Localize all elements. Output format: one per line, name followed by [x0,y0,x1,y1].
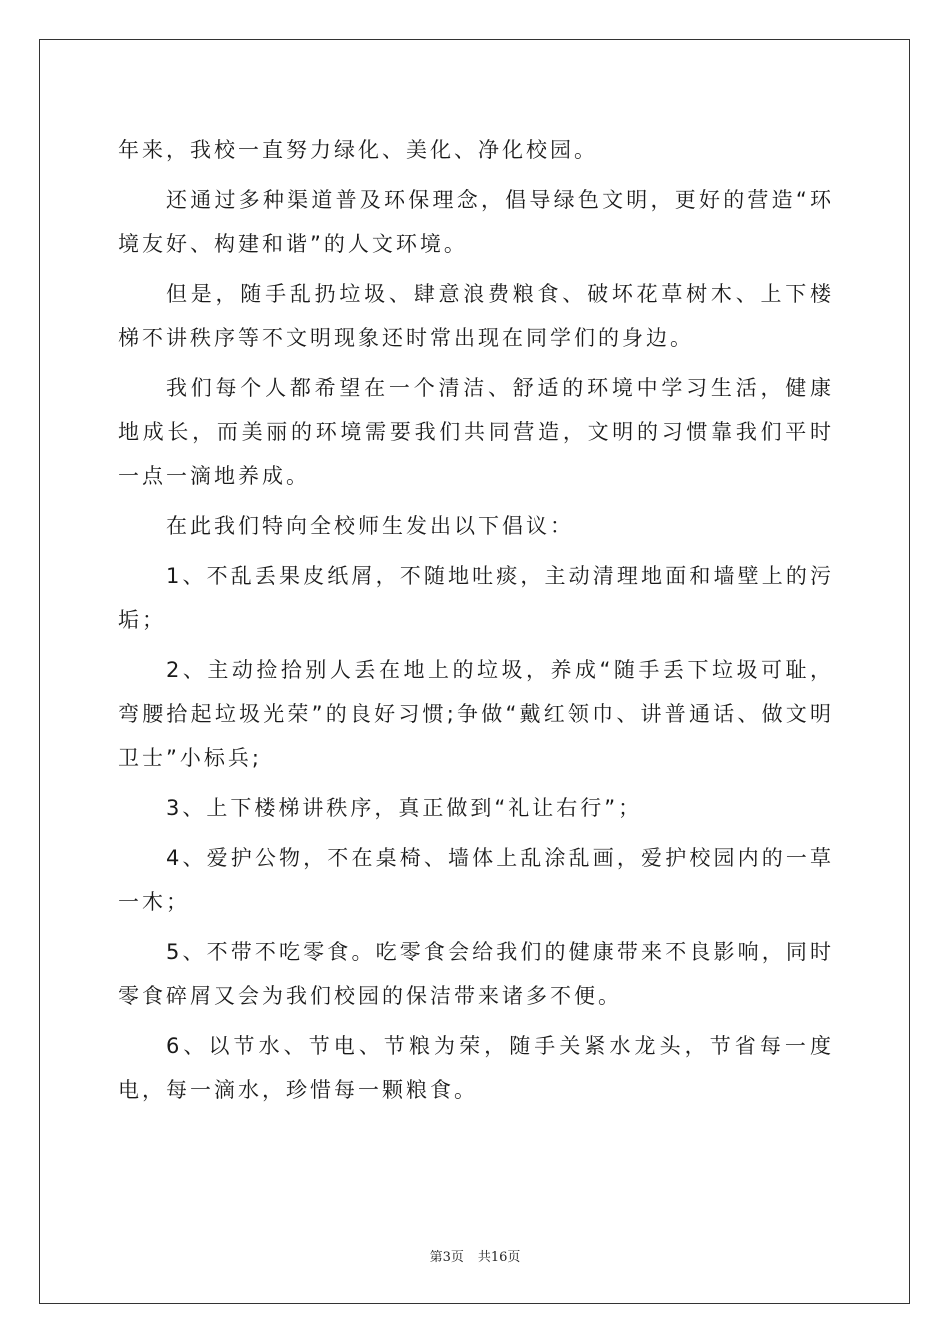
page-number-total: 共16页 [477,1250,521,1265]
paragraph: 我们每个人都希望在一个清洁、舒适的环境中学习生活，健康地成长，而美丽的环境需要我们共同营造，文明的习惯靠我们平时一点一滴地养成。 [118,376,834,488]
list-item: 1、不乱丢果皮纸屑，不随地吐痰，主动清理地面和墙壁上的污垢； [118,564,834,632]
page-number-current: 第3页 [429,1250,464,1265]
paragraph: 还通过多种渠道普及环保理念，倡导绿色文明，更好的营造“环境友好、构建和谐”的人文环境。 [118,188,834,256]
document-body [118,128,834,1118]
paragraph: 但是，随手乱扔垃圾、肆意浪费粮食、破坏花草树木、上下楼梯不讲秩序等不文明现象还时常出现在同学们的身边。 [118,282,834,350]
list-item: 4、爱护公物，不在桌椅、墙体上乱涂乱画，爱护校园内的一草一木； [118,846,834,914]
paragraph: 年来，我校一直努力绿化、美化、净化校园。 [118,138,598,162]
paragraph: 在此我们特向全校师生发出以下倡议： [166,514,574,538]
list-item: 5、不带不吃零食。吃零食会给我们的健康带来不良影响，同时零食碎屑又会为我们校园的保洁带来诸多不便。 [118,940,834,1008]
list-item: 3、上下楼梯讲秩序，真正做到“礼让右行”； [166,796,643,820]
list-item: 2、主动捡拾别人丢在地上的垃圾，养成“随手丢下垃圾可耻，弯腰拾起垃圾光荣”的良好习惯;争做“戴红领巾、讲普通话、做文明卫士”小标兵; [118,658,834,770]
page-footer [0,1246,950,1265]
list-item: 6、以节水、节电、节粮为荣，随手关紧水龙头，节省每一度电，每一滴水，珍惜每一颗粮食。 [118,1034,834,1102]
